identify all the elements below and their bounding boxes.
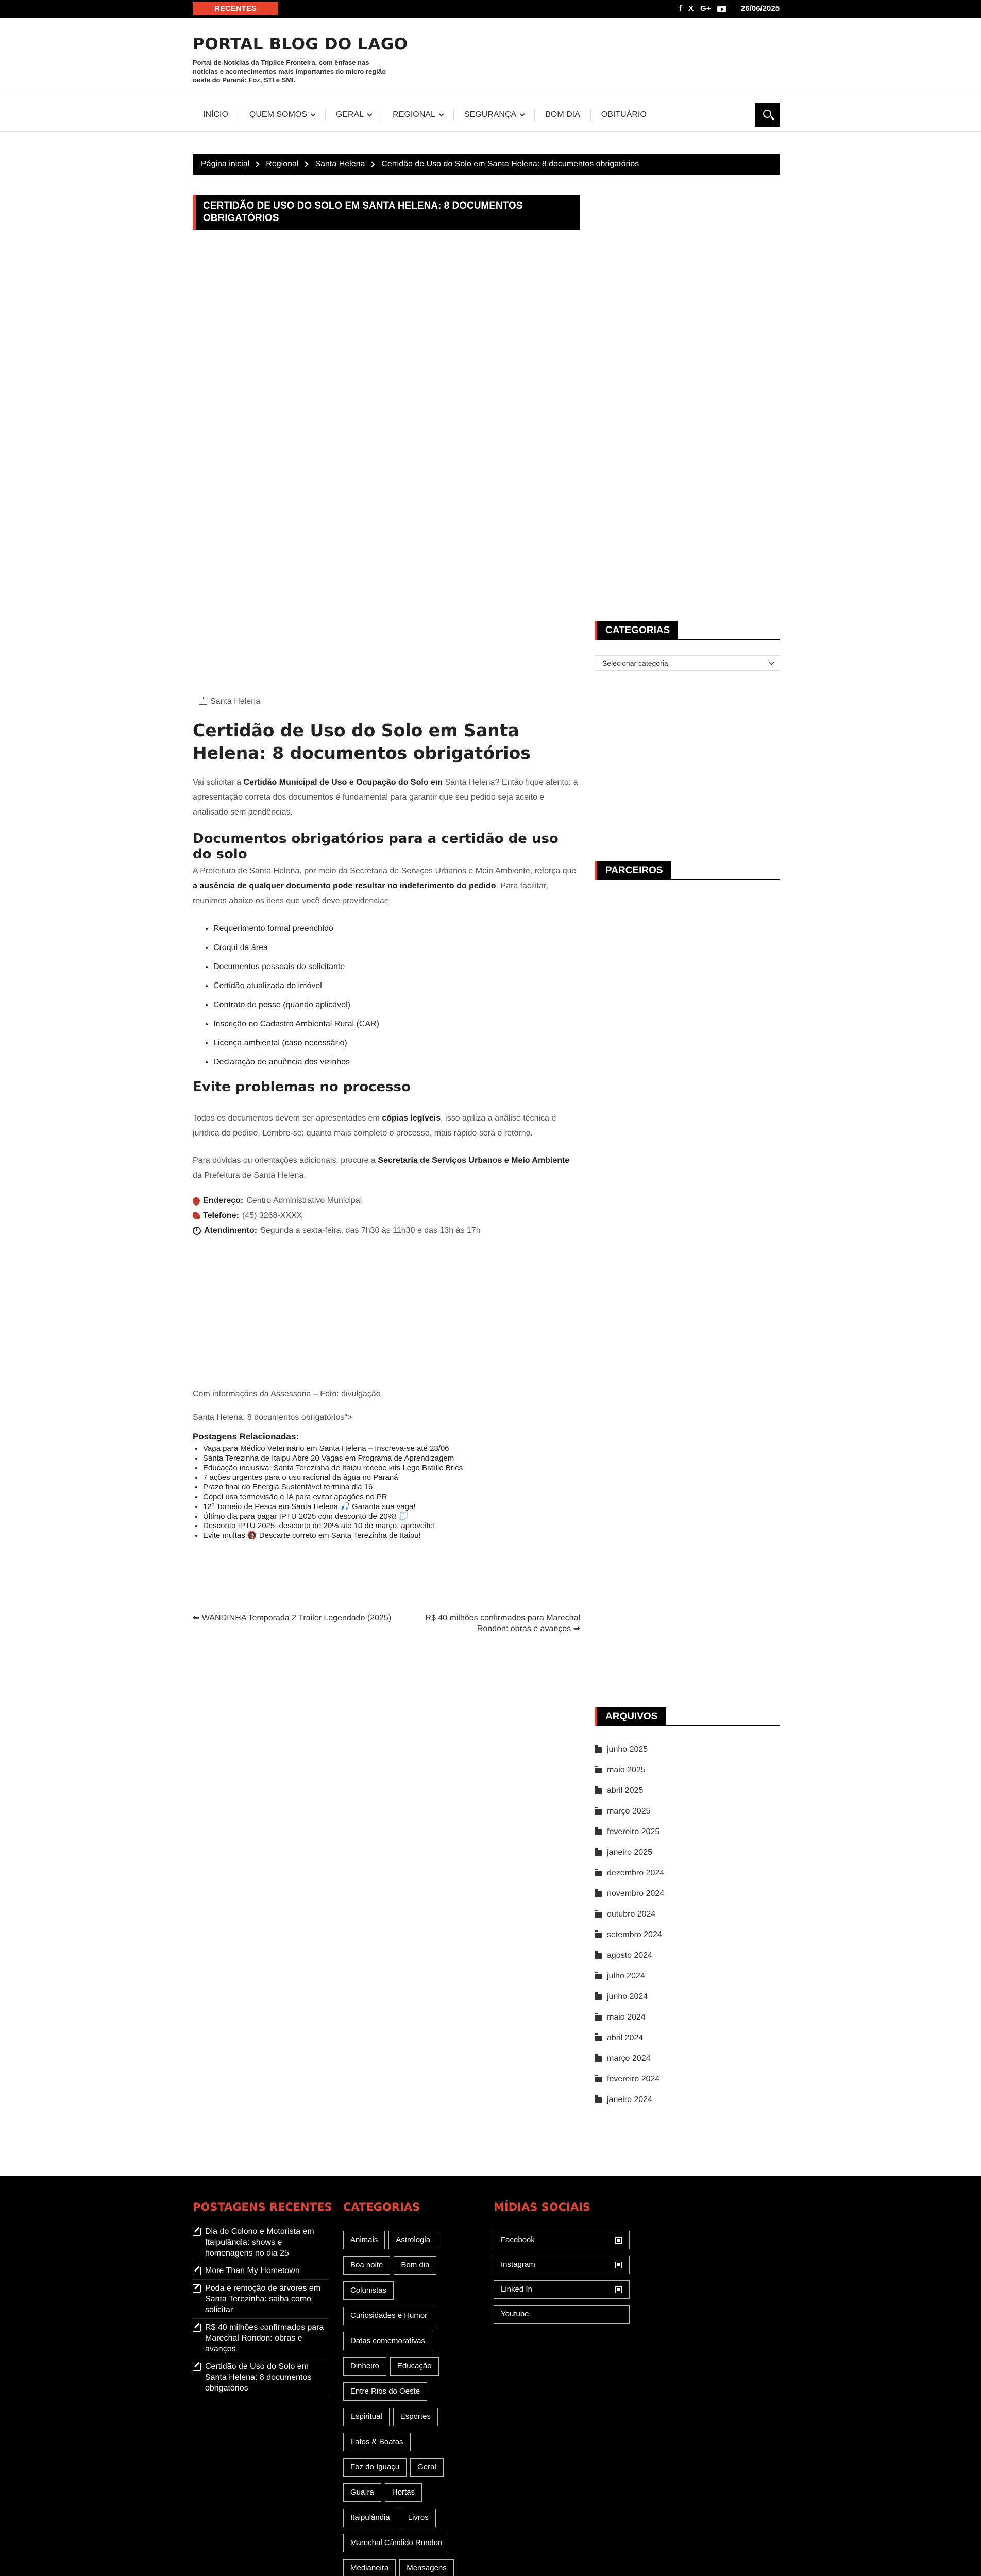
- archive-icon: [595, 1912, 602, 1918]
- embed-text: Santa Helena: 8 documentos obrigatórios">: [193, 1413, 352, 1422]
- documents-intro: [193, 863, 580, 908]
- document-item: • Certidão atualizada do imóvel: [213, 978, 379, 997]
- social-link-button[interactable]: [494, 2305, 630, 2324]
- photo-credit: Com informações da Assessoria – Foto: divulgação: [193, 1389, 381, 1398]
- bold-text: a ausência de qualquer documento pode resultar no indeferimento do pedido: [193, 882, 496, 890]
- footer-recent-post-label: R$ 40 milhões confirmados para Marechal Rondon: obras e avanços: [205, 2323, 324, 2353]
- external-link-icon: [615, 2286, 622, 2293]
- breadcrumb: [193, 154, 780, 175]
- facebook-icon[interactable]: f: [679, 4, 682, 13]
- category-tag[interactable]: Mensagens: [399, 2559, 454, 2576]
- edit-icon: [193, 2267, 201, 2275]
- document-item: • Declaração de anuência dos vizinhos: [213, 1055, 379, 1074]
- edit-icon: [193, 2284, 201, 2293]
- nav-item[interactable]: [454, 109, 535, 121]
- external-link-icon: [615, 2262, 622, 2268]
- archive-item[interactable]: [595, 1884, 780, 1904]
- category-tag[interactable]: Dinheiro: [343, 2357, 386, 2376]
- breadcrumb-item: Certidão de Uso do Solo em Santa Helena: 8 documentos obrigatórios: [381, 160, 639, 168]
- folder-icon: [199, 699, 207, 705]
- archive-icon: [595, 1933, 602, 1938]
- archive-item-label: janeiro 2024: [607, 2095, 653, 2104]
- related-post-link[interactable]: • Vaga para Médico Veterinário em Santa Helena – Inscreva-se até 23/06: [203, 1444, 463, 1454]
- archive-item[interactable]: [595, 2090, 780, 2110]
- archive-item[interactable]: [595, 1863, 780, 1884]
- social-link-button[interactable]: [494, 2280, 630, 2299]
- archive-icon: [595, 1809, 602, 1815]
- clock-icon: [193, 1227, 201, 1235]
- category-tag[interactable]: Animais: [343, 2231, 385, 2249]
- youtube-icon[interactable]: [717, 6, 726, 12]
- article-title: Certidão de Uso do Solo em Santa Helena: 8 documentos obrigatórios: [193, 720, 531, 763]
- nav-item[interactable]: [535, 109, 591, 121]
- category-tag[interactable]: Fatos & Boatos: [343, 2433, 411, 2451]
- related-post-link[interactable]: • Evite multas 🚯 Descarte correto em Santa Terezinha de Itaipu!: [203, 1531, 463, 1541]
- archive-item-label: maio 2024: [607, 2013, 646, 2022]
- address-label: Endereço:: [203, 1196, 244, 1205]
- related-posts-list: [203, 1444, 463, 1541]
- contact-address: [193, 1196, 362, 1206]
- text: . Para facilitar, reunimos abaixo os itens que você deve providenciar:: [193, 882, 548, 905]
- phone-label: Telefone:: [203, 1211, 239, 1220]
- category-tag[interactable]: Bom dia: [394, 2256, 436, 2275]
- footer-recent-post[interactable]: [193, 2226, 329, 2262]
- address-value: Centro Administrativo Municipal: [246, 1196, 362, 1205]
- related-post-link[interactable]: • Educação inclusiva: Santa Terezinha de Itaipu recebe kits Lego Braille Brics: [203, 1464, 463, 1473]
- social-link-button[interactable]: [494, 2231, 630, 2249]
- archive-icon: [595, 1829, 602, 1835]
- current-date: 26/06/2025: [741, 4, 780, 13]
- social-link-label: Instagram: [501, 2260, 535, 2269]
- archive-item[interactable]: [595, 1987, 780, 2007]
- archive-item-label: maio 2025: [607, 1766, 646, 1774]
- category-tag[interactable]: Entre Rios do Oeste: [343, 2382, 427, 2401]
- document-item: • Licença ambiental (caso necessário): [213, 1036, 379, 1055]
- archive-icon: [595, 2077, 602, 2082]
- category-tag[interactable]: Foz do Iguaçu: [343, 2458, 407, 2477]
- top-bar: [0, 0, 981, 18]
- related-post-link[interactable]: • Último dia para pagar IPTU 2025 com desconto de 20%! 🧾: [203, 1512, 463, 1522]
- archive-item[interactable]: [595, 2048, 780, 2069]
- text: da Prefeitura de Santa Helena.: [193, 1171, 306, 1180]
- sidebar-archives-heading: [595, 1707, 780, 1726]
- archive-item[interactable]: [595, 1925, 780, 1945]
- footer-recent-post[interactable]: [193, 2283, 329, 2319]
- archive-item-label: janeiro 2025: [607, 1848, 653, 1857]
- heading-label: CATEGORIAS: [595, 621, 678, 640]
- related-post-link[interactable]: • Santa Terezinha de Itaipu Abre 20 Vagas em Programa de Aprendizagem: [203, 1454, 463, 1464]
- bold-text: cópias legíveis: [382, 1114, 441, 1123]
- archive-item-label: junho 2024: [607, 1992, 648, 2001]
- site-description: Portal de Notícias da Tríplice Fronteira, com ênfase nas notícias e acontecimentos mais importantes do micro região oeste do Paraná: Foz, STI e SMI.: [193, 59, 386, 84]
- archive-icon: [595, 1747, 602, 1753]
- footer-recent-post[interactable]: [193, 2322, 329, 2358]
- category-tag[interactable]: Guaíra: [343, 2483, 381, 2502]
- category-tag[interactable]: Boa noite: [343, 2256, 390, 2275]
- category-tag[interactable]: Curiosidades e Humor: [343, 2307, 434, 2325]
- phone-value: (45) 3268-XXXX: [242, 1211, 302, 1220]
- text: Santa Helena? Então fique atento: a apresentação correta dos documentos é fundamental para garantir que seu pedido seja aceito e analisado sem pendências.: [193, 778, 578, 817]
- archive-item[interactable]: [595, 2007, 780, 2028]
- nav-item[interactable]: [591, 109, 657, 121]
- search-icon[interactable]: [755, 103, 780, 127]
- footer-category-tags: [343, 2231, 474, 2576]
- archive-icon: [595, 1953, 602, 1959]
- archive-item-label: abril 2025: [607, 1786, 644, 1795]
- archive-item-label: fevereiro 2024: [607, 2075, 660, 2083]
- nav-item-label: GERAL: [335, 110, 364, 119]
- archive-item-label: setembro 2024: [607, 1930, 662, 1939]
- related-post-link[interactable]: • 7 ações urgentes para o uso racional da água no Paraná: [203, 1473, 463, 1483]
- nav-item-label: INÍCIO: [203, 110, 228, 119]
- edit-icon: [193, 2363, 201, 2371]
- top-social-links: [679, 5, 726, 13]
- post-category[interactable]: [199, 697, 260, 706]
- category-tag[interactable]: Marechal Cândido Rondon: [343, 2534, 449, 2552]
- contact-paragraph: [193, 1153, 580, 1183]
- chevron-right-icon: [369, 161, 375, 167]
- sidebar-categories-heading: [595, 621, 780, 640]
- contact-hours: [193, 1226, 481, 1235]
- category-tag[interactable]: Espiritual: [343, 2408, 390, 2426]
- archive-icon: [595, 2015, 602, 2021]
- archive-item-label: julho 2024: [607, 1972, 645, 1980]
- next-post-link[interactable]: R$ 40 milhões confirmados para Marechal Rondon: obras e avanços ➡: [425, 1614, 580, 1633]
- category-tag[interactable]: Datas comemorativas: [343, 2332, 432, 2350]
- archive-item[interactable]: [595, 1904, 780, 1925]
- text: Para dúvidas ou orientações adicionais, procure a: [193, 1156, 378, 1165]
- external-link-icon: [615, 2237, 622, 2244]
- text: , isso agiliza a análise técnica e jurídica do pedido. Lembre-se: quanto mais completo o processo, mais rápido será o retorno.: [193, 1114, 556, 1138]
- category-tag[interactable]: Astrologia: [388, 2231, 437, 2249]
- document-item: • Requerimento formal preenchido: [213, 921, 379, 940]
- archive-item-label: outubro 2024: [607, 1910, 656, 1919]
- hours-value: Segunda a sexta-feira, das 7h30 às 11h30 e das 13h às 17h: [260, 1226, 481, 1235]
- related-post-link[interactable]: • Desconto IPTU 2025: desconto de 20% até 10 de março, aproveite!: [203, 1521, 463, 1531]
- edit-icon: [193, 2228, 201, 2236]
- archive-item-label: junho 2025: [607, 1745, 648, 1754]
- archive-item-label: dezembro 2024: [607, 1869, 665, 1877]
- category-tag[interactable]: Educação: [390, 2357, 439, 2376]
- google-plus-icon[interactable]: G+: [700, 4, 711, 13]
- footer-recent-post-label: Dia do Colono e Motorista em Itaipulândia: shows e homenagens no dia 25: [205, 2227, 314, 2258]
- footer-recent-post-label: Poda e remoção de árvores em Santa Terezinha: saiba como solicitar: [205, 2284, 321, 2314]
- archive-item-label: abril 2024: [607, 2033, 644, 2042]
- archive-item[interactable]: [595, 1842, 780, 1863]
- chevron-down-icon: [367, 111, 373, 116]
- archive-icon: [595, 1768, 602, 1773]
- social-link-label: Facebook: [501, 2235, 535, 2244]
- sidebar-partners-heading: [595, 861, 780, 880]
- category-tag[interactable]: Medianeira: [343, 2559, 396, 2576]
- breadcrumb-item[interactable]: Página inicial: [201, 160, 250, 168]
- category-tag[interactable]: Colunistas: [343, 2281, 394, 2300]
- nav-item-label: OBITUÁRIO: [601, 110, 647, 119]
- footer-recent-posts: [193, 2226, 329, 2400]
- page-title-box: CERTIDÃO DE USO DO SOLO EM SANTA HELENA: 8 DOCUMENTOS OBRIGATÓRIOS: [193, 195, 580, 230]
- category-tag[interactable]: Geral: [410, 2458, 444, 2477]
- archive-icon: [595, 1871, 602, 1876]
- chevron-down-icon: [438, 111, 444, 116]
- footer-categories-heading: CATEGORIAS: [343, 2201, 420, 2213]
- archive-item-label: março 2024: [607, 2054, 651, 2063]
- bold-text: Secretaria de Serviços Urbanos e Meio Ambiente: [378, 1156, 570, 1165]
- archive-item[interactable]: [595, 1801, 780, 1822]
- article-intro: [193, 775, 580, 820]
- nav-item-label: QUEM SOMOS: [249, 110, 307, 119]
- footer: [0, 2176, 981, 2576]
- document-item: • Documentos pessoais do solicitante: [213, 959, 379, 978]
- footer-recent-post[interactable]: [193, 2265, 329, 2280]
- category-select[interactable]: Selecionar categoria: [595, 655, 780, 671]
- archive-icon: [595, 2097, 602, 2103]
- nav-menu: [193, 98, 657, 131]
- nav-item[interactable]: [382, 109, 454, 121]
- text: Vai solicitar a: [193, 778, 244, 787]
- archive-item[interactable]: [595, 1760, 780, 1781]
- archive-icon: [595, 1788, 602, 1794]
- pushpin-icon: [191, 1196, 201, 1206]
- document-item: • Inscrição no Cadastro Ambiental Rural (CAR): [213, 1016, 379, 1036]
- related-post-link[interactable]: • 12º Torneio de Pesca em Santa Helena 🎣 Garanta sua vaga!: [203, 1502, 463, 1512]
- social-link-label: Youtube: [501, 2310, 529, 2318]
- contact-phone: [193, 1211, 302, 1221]
- category-tag[interactable]: Livros: [401, 2509, 436, 2527]
- related-post-link[interactable]: • Copel usa termovisão e IA para evitar apagões no PR: [203, 1493, 463, 1502]
- heading-label: ARQUIVOS: [595, 1707, 666, 1726]
- nav-item[interactable]: [193, 109, 239, 121]
- archive-item[interactable]: [595, 1966, 780, 1987]
- archive-item[interactable]: [595, 2069, 780, 2090]
- archive-item-label: novembro 2024: [607, 1889, 665, 1898]
- recent-posts-label[interactable]: RECENTES: [193, 2, 278, 15]
- archive-item[interactable]: [595, 2028, 780, 2048]
- chevron-down-icon: [520, 111, 525, 116]
- nav-item-label: SEGURANÇA: [464, 110, 517, 119]
- archive-icon: [595, 1891, 602, 1897]
- social-link-label: Linked In: [501, 2285, 532, 2294]
- breadcrumb-item[interactable]: Santa Helena: [315, 160, 365, 168]
- nav-item-label: REGIONAL: [393, 110, 435, 119]
- category-tag[interactable]: Itaipulândia: [343, 2509, 397, 2527]
- footer-social-links: [494, 2231, 630, 2330]
- main-navigation: [0, 98, 981, 132]
- category-tag[interactable]: Hortas: [385, 2483, 422, 2502]
- footer-recent-post-label: More Than My Hometown: [205, 2266, 300, 2275]
- archive-item[interactable]: [595, 1781, 780, 1801]
- phone-icon: [193, 1212, 200, 1219]
- footer-recent-post[interactable]: [193, 2361, 329, 2397]
- section-heading-problems: Evite problemas no processo: [193, 1079, 411, 1095]
- archive-item-label: fevereiro 2025: [607, 1827, 660, 1836]
- archive-item[interactable]: [595, 1822, 780, 1842]
- related-posts-heading: Postagens Relacionadas:: [193, 1432, 299, 1442]
- post-category-label[interactable]: Santa Helena: [210, 697, 260, 706]
- footer-social-heading: MÍDIAS SOCIAIS: [494, 2201, 591, 2213]
- bold-text: Certidão Municipal de Uso e Ocupação do Solo em: [243, 778, 443, 787]
- text: Todos os documentos devem ser apresentados em: [193, 1114, 382, 1123]
- archive-icon: [595, 2036, 602, 2041]
- x-twitter-icon[interactable]: X: [688, 4, 694, 13]
- chevron-right-icon: [254, 161, 260, 167]
- previous-post-link[interactable]: ⬅ WANDINHA Temporada 2 Trailer Legendado (2025): [193, 1614, 392, 1622]
- site-title[interactable]: PORTAL BLOG DO LAGO: [193, 35, 408, 54]
- archive-item-label: março 2025: [607, 1807, 651, 1816]
- archive-item[interactable]: [595, 1739, 780, 1760]
- archive-item-label: agosto 2024: [607, 1951, 653, 1960]
- chevron-right-icon: [303, 161, 309, 167]
- archive-icon: [595, 1994, 602, 2000]
- footer-recent-post-label: Certidão de Uso do Solo em Santa Helena: 8 documentos obrigatórios: [205, 2362, 312, 2393]
- archive-icon: [595, 1850, 602, 1856]
- archive-icon: [595, 1974, 602, 1979]
- related-post-link[interactable]: • Prazo final do Energia Sustentável termina dia 16: [203, 1483, 463, 1493]
- nav-item[interactable]: [326, 109, 382, 121]
- hours-label: Atendimento:: [204, 1226, 258, 1235]
- document-item: • Croqui da área: [213, 940, 379, 959]
- chevron-down-icon: [310, 111, 315, 116]
- problems-paragraph: [193, 1111, 580, 1141]
- archive-icon: [595, 2056, 602, 2062]
- footer-recent-heading: POSTAGENS RECENTES: [193, 2201, 332, 2213]
- text: A Prefeitura de Santa Helena, por meio da Secretaria de Serviços Urbanos e Meio Ambiente, reforça que: [193, 867, 577, 875]
- archive-item[interactable]: [595, 1945, 780, 1966]
- edit-icon: [193, 2324, 201, 2332]
- heading-label: PARCEIROS: [595, 861, 671, 880]
- nav-item-label: BOM DIA: [545, 110, 580, 119]
- breadcrumb-item[interactable]: Regional: [266, 160, 299, 168]
- section-heading-documents: Documentos obrigatórios para a certidão de uso do solo: [193, 831, 559, 862]
- document-item: • Contrato de posse (quando aplicável): [213, 997, 379, 1016]
- documents-list: [213, 921, 379, 1074]
- social-link-button[interactable]: [494, 2256, 630, 2274]
- category-tag[interactable]: Esportes: [393, 2408, 438, 2426]
- nav-item[interactable]: [239, 109, 326, 121]
- archives-list: [595, 1739, 780, 2110]
